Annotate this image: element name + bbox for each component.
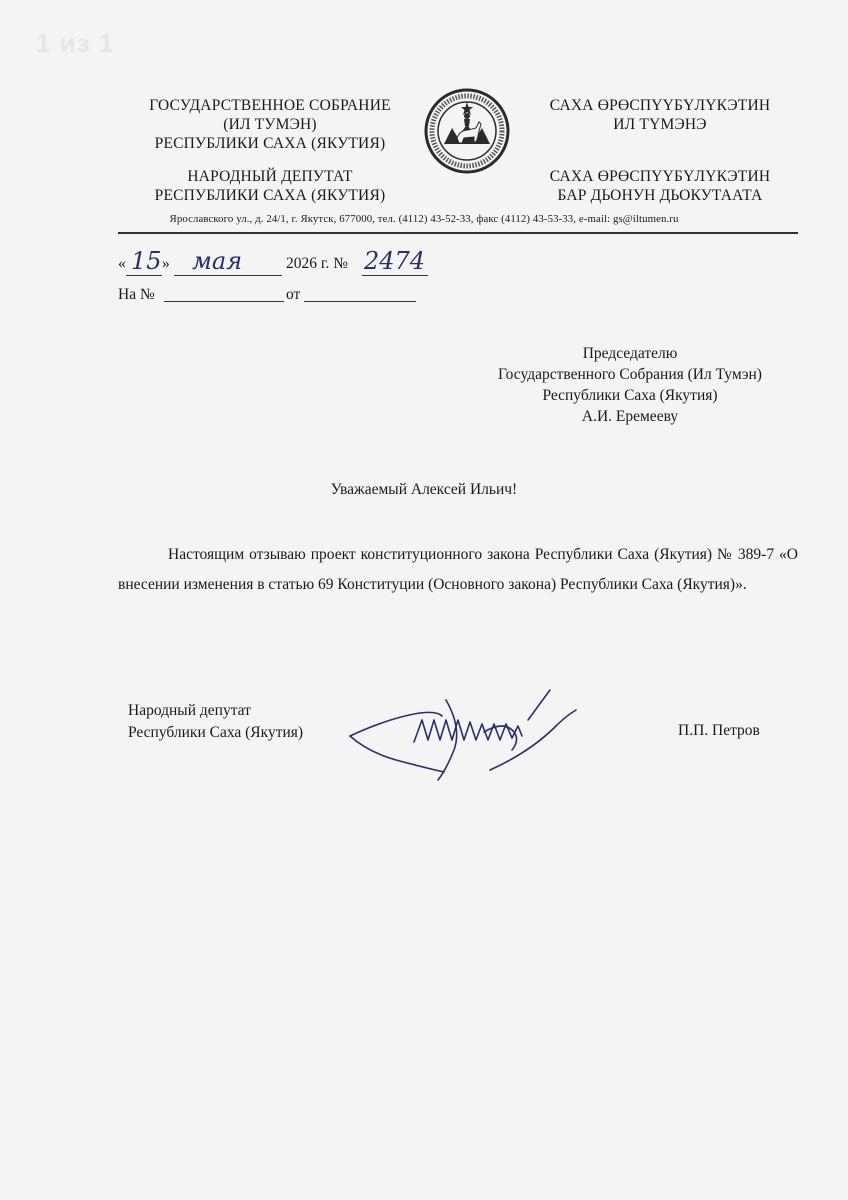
handwritten-signature	[344, 680, 584, 785]
signatory-position	[128, 700, 303, 744]
date-open-quote: «	[118, 255, 126, 272]
coat-of-arms-seal-icon	[424, 88, 510, 174]
header-role-sakha	[520, 167, 800, 205]
handwritten-number: 2474	[364, 247, 426, 275]
header-line: НАРОДНЫЙ ДЕПУТАТ	[187, 168, 353, 185]
page-counter-watermark: 1 из 1	[36, 28, 115, 58]
greeting: Уважаемый Алексей Ильич!	[330, 481, 518, 498]
header-line: РЕСПУБЛИКИ САХА (ЯКУТИЯ)	[154, 187, 386, 204]
header-line: ГОСУДАРСТВЕННОЕ СОБРАНИЕ	[149, 97, 391, 114]
addressee-line: Государственного Собрания (Ил Тумэн)	[498, 366, 762, 383]
header-line: САХА ӨРӨСПҮҮБҮЛҮКЭТИН	[549, 97, 771, 114]
header-role-ru	[120, 167, 420, 205]
header-org-sakha	[520, 96, 800, 134]
position-line: Республики Саха (Якутия)	[128, 724, 304, 741]
position-line: Народный депутат	[128, 702, 251, 719]
contact-address: Ярославского ул., д. 24/1, г. Якутск, 677000, тел. (4112) 43-52-33, факс (4112) 43-53-33, e-mail: gs@iltumen.ru	[169, 213, 679, 225]
body-paragraph: Настоящим отзываю проект конституционного закона Республики Саха (Якутия) № 389-7 «О внесении изменения в статью 69 Конституции (Основного закона) Республики Саха (Якутия)».	[118, 546, 798, 593]
handwritten-day: 15	[131, 247, 162, 275]
signatory-name: П.П. Петров	[678, 722, 760, 739]
addressee-line: Республики Саха (Якутия)	[542, 387, 718, 404]
addressee-line: Председателю	[582, 345, 678, 362]
reference-number-blank	[164, 301, 284, 302]
number-underline	[362, 275, 428, 276]
letter-body	[118, 540, 798, 600]
handwritten-month: мая	[192, 247, 243, 275]
reference-date-blank	[304, 301, 416, 302]
header-divider	[118, 232, 798, 234]
day-underline	[126, 275, 162, 276]
header-line: (ИЛ ТУМЭН)	[223, 116, 317, 133]
header-org-ru	[120, 96, 420, 153]
header-line: ИЛ ТҮМЭНЭ	[613, 116, 707, 133]
header-line: РЕСПУБЛИКИ САХА (ЯКУТИЯ)	[154, 135, 386, 152]
addressee-line: А.И. Еремееву	[581, 408, 679, 425]
header-line: САХА ӨРӨСПҮҮБҮЛҮКЭТИН	[549, 168, 771, 185]
date-close-quote: »	[162, 255, 170, 272]
header-line: БАР ДЬОНУН ДЬОКУТААТА	[557, 187, 763, 204]
reference-date-label: от	[286, 286, 301, 303]
reference-number-label: На №	[118, 286, 155, 303]
year-and-number-label: 2026 г. №	[286, 255, 349, 272]
month-underline	[174, 275, 282, 276]
addressee-block	[460, 343, 800, 427]
